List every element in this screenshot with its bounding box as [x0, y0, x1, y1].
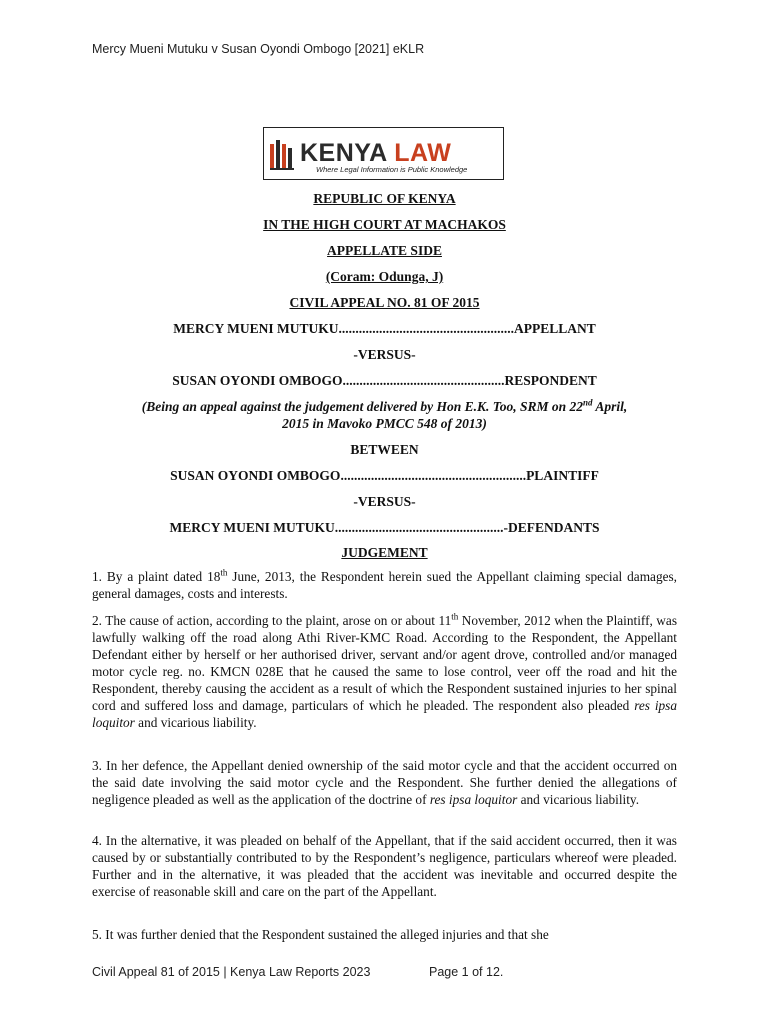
paragraph-2: 2. The cause of action, according to the plaint, arose on or about 11th November, 2012 when the Plaintiff, was lawfully walking off the road along Athi River-KMC Road. According to the Respondent, the Appellant Defendant either by herself or her authorised driver, servant and/or agent drove, controlled and/or managed motor cycle reg. no. KMCN 028E that he caused the same to lose control, veer off the road and hit the Respondent, thereby causing the accident as a result of which the Respondent sustained injuries to her spinal cord and suffered loss and damage, particulars of which he pleaded. The respondent also pleaded res ipsa loquitor and vicarious liability. — [92, 611, 677, 730]
side-heading: APPELLATE SIDE — [327, 243, 442, 258]
logo-wordmark: KENYA LAW — [300, 139, 452, 167]
page-number: Page 1 of 12. — [429, 965, 504, 979]
pillars-icon — [270, 138, 296, 170]
respondent-line: SUSAN OYONDI OMBOGO................................................RESPONDENT — [172, 373, 597, 388]
between-heading: BETWEEN — [350, 442, 419, 457]
versus-2: -VERSUS- — [353, 494, 416, 509]
page-header: Mercy Mueni Mutuku v Susan Oyondi Ombogo [2021] eKLR — [92, 42, 425, 56]
appeal-note: (Being an appeal against the judgement delivered by Hon E.K. Too, SRM on 22nd April, 2015 in Mavoko PMCC 548 of 2013) — [141, 397, 628, 431]
appellant-line: MERCY MUENI MUTUKU....................................................APPELLANT — [173, 321, 596, 336]
versus-1: -VERSUS- — [353, 347, 416, 362]
appeal-number: CIVIL APPEAL NO. 81 OF 2015 — [289, 295, 480, 310]
paragraph-5: 5. It was further denied that the Respondent sustained the alleged injuries and that she — [92, 927, 549, 942]
republic-heading: REPUBLIC OF KENYA — [313, 191, 456, 206]
logo-tagline: Where Legal Information is Public Knowledge — [316, 165, 468, 174]
paragraph-1: 1. By a plaint dated 18th June, 2013, the Respondent herein sued the Appellant claiming special damages, general damages, costs and interests. — [92, 567, 677, 601]
footer-citation: Civil Appeal 81 of 2015 | Kenya Law Reports 2023 — [92, 965, 371, 979]
paragraph-3: 3. In her defence, the Appellant denied ownership of the said motor cycle and that the accident occurred on the said date involving the said motor cycle and the Respondent. She further denied the allegations of negligence pleaded as well as the application of the doctrine of res ipsa loquitor and vicarious liability. — [92, 758, 677, 807]
kenya-law-logo — [263, 127, 504, 180]
court-heading: IN THE HIGH COURT AT MACHAKOS — [263, 217, 506, 232]
page-footer — [92, 965, 504, 979]
coram-heading: (Coram: Odunga, J) — [325, 269, 444, 284]
paragraph-4: 4. In the alternative, it was pleaded on behalf of the Appellant, that if the said accident occurred, then it was caused by or substantially contributed to by the Respondent’s negligence, particulars whereof were pleaded. Further and in the alternative, it was pleaded that the accident was inevitable and occurred despite the exercise of reasonable skill and care on the part of the Appellant. — [92, 833, 677, 899]
defendant-line: MERCY MUENI MUTUKU..................................................-DEFENDANTS — [169, 520, 600, 535]
plaintiff-line: SUSAN OYONDI OMBOGO.......................................................PLAINTIFF — [170, 468, 599, 483]
judgement-heading: JUDGEMENT — [341, 545, 428, 560]
